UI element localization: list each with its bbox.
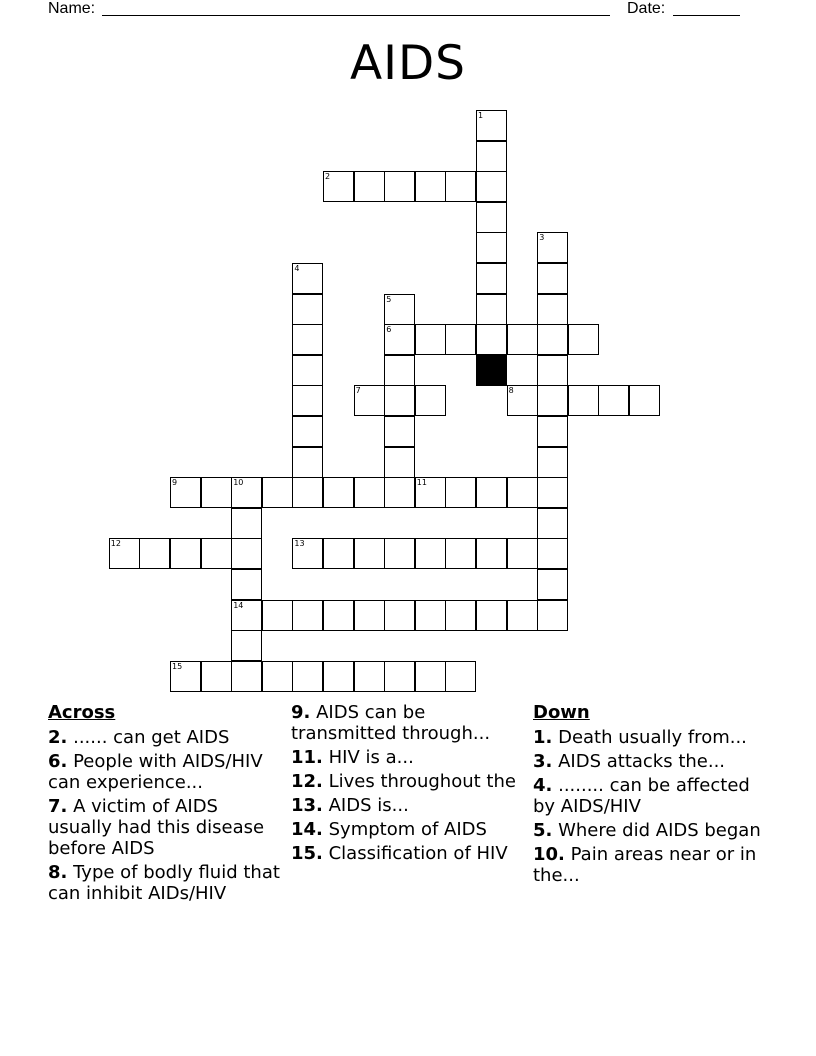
grid-cell[interactable] — [568, 324, 599, 355]
cell-number: 5 — [386, 294, 392, 304]
clue-number: 9. — [291, 702, 311, 723]
grid-cell[interactable] — [507, 600, 538, 631]
clues-across-continued-column — [291, 702, 521, 867]
grid-cell[interactable] — [292, 294, 323, 325]
clue — [291, 843, 521, 864]
grid-cell[interactable] — [476, 141, 507, 172]
down-clue-list — [533, 727, 768, 886]
clue-text: HIV is a... — [322, 747, 414, 768]
grid-cell[interactable] — [476, 538, 507, 569]
across-heading: Across — [48, 702, 116, 723]
grid-cell[interactable] — [415, 661, 446, 692]
grid-cell[interactable] — [231, 477, 262, 508]
cell-number: 14 — [233, 600, 244, 610]
grid-cell[interactable] — [384, 324, 415, 355]
grid-cell[interactable] — [507, 385, 538, 416]
grid-cell[interactable] — [231, 661, 262, 692]
clue-number: 11. — [291, 747, 323, 768]
grid-cell[interactable] — [537, 324, 568, 355]
cell-number: 12 — [110, 539, 121, 549]
grid-cell[interactable] — [537, 232, 568, 263]
clue — [48, 796, 283, 859]
grid-cell[interactable] — [476, 202, 507, 233]
grid-cell[interactable] — [323, 538, 354, 569]
grid-cell[interactable] — [476, 600, 507, 631]
grid-cell[interactable] — [170, 538, 201, 569]
grid-cell[interactable] — [292, 324, 323, 355]
clue-text: Where did AIDS began — [552, 820, 761, 841]
clue — [533, 775, 768, 817]
grid-cell[interactable] — [415, 477, 446, 508]
grid-cell[interactable] — [231, 600, 262, 631]
grid-cell[interactable] — [354, 661, 385, 692]
grid-cell[interactable] — [354, 538, 385, 569]
grid-cell[interactable] — [415, 385, 446, 416]
grid-cell[interactable] — [109, 538, 140, 569]
clue-number: 12. — [291, 771, 323, 792]
grid-cell[interactable] — [292, 416, 323, 447]
clue-text: A victim of AIDS usually had this disease before AIDS — [48, 796, 265, 859]
clue-number: 7. — [48, 796, 68, 817]
cell-number: 8 — [508, 386, 514, 396]
grid-cell[interactable] — [262, 477, 293, 508]
clue — [291, 771, 521, 792]
grid-cell[interactable] — [323, 661, 354, 692]
grid-cell[interactable] — [629, 385, 660, 416]
clue — [48, 751, 283, 793]
cell-number: 3 — [539, 233, 545, 243]
clue-text: Classification of HIV — [322, 843, 508, 864]
date-label: Date: — [627, 0, 666, 17]
cell-number: 15 — [172, 661, 183, 671]
grid-cell[interactable] — [445, 538, 476, 569]
clue — [291, 747, 521, 768]
down-heading: Down — [533, 702, 590, 723]
clues-across-column — [48, 702, 283, 907]
clue-number: 1. — [533, 727, 553, 748]
grid-cell[interactable] — [201, 538, 232, 569]
grid-cell[interactable] — [476, 110, 507, 141]
grid-cell[interactable] — [323, 477, 354, 508]
grid-cell[interactable] — [323, 600, 354, 631]
grid-cell[interactable] — [292, 355, 323, 386]
clue-text: AIDS can be transmitted through... — [291, 702, 491, 744]
clue-text: Symptom of AIDS — [322, 819, 487, 840]
grid-cell[interactable] — [323, 171, 354, 202]
clue-number: 5. — [533, 820, 553, 841]
grid-cell[interactable] — [384, 171, 415, 202]
grid-cell[interactable] — [231, 538, 262, 569]
name-label: Name: — [48, 0, 96, 17]
grid-cell[interactable] — [537, 263, 568, 294]
grid-cell[interactable] — [476, 324, 507, 355]
cell-number: 13 — [294, 539, 305, 549]
grid-cell[interactable] — [292, 385, 323, 416]
clue-number: 6. — [48, 751, 68, 772]
cell-number: 9 — [172, 478, 178, 488]
grid-cell[interactable] — [476, 171, 507, 202]
grid-cell[interactable] — [507, 477, 538, 508]
grid-cell[interactable] — [292, 263, 323, 294]
grid-cell[interactable] — [537, 600, 568, 631]
clue — [533, 820, 768, 841]
clue — [48, 862, 283, 904]
grid-cell[interactable] — [292, 447, 323, 478]
grid-cell[interactable] — [201, 661, 232, 692]
grid-cell[interactable] — [262, 600, 293, 631]
clue-text: Lives throughout the — [322, 771, 516, 792]
clue-number: 8. — [48, 862, 68, 883]
grid-cell[interactable] — [537, 508, 568, 539]
cell-number: 1 — [478, 111, 484, 120]
puzzle-title: AIDS — [349, 36, 467, 91]
cell-number: 4 — [294, 264, 300, 273]
clue-number: 3. — [533, 751, 553, 772]
clue-text: People with AIDS/HIV can experience... — [48, 751, 263, 793]
clue-text: Type of bodly fluid that can inhibit AIDs/HIV — [48, 862, 280, 904]
clue — [291, 702, 521, 744]
grid-cell[interactable] — [445, 477, 476, 508]
grid-cell[interactable] — [415, 538, 446, 569]
clue-text: AIDS attacks the... — [552, 751, 726, 772]
grid-cell[interactable] — [139, 538, 170, 569]
grid-cell[interactable] — [384, 661, 415, 692]
grid-cell[interactable] — [384, 477, 415, 508]
grid-cell[interactable] — [476, 294, 507, 325]
grid-cell[interactable] — [537, 294, 568, 325]
grid-cell[interactable] — [476, 232, 507, 263]
grid-cell[interactable] — [415, 171, 446, 202]
grid-cell[interactable] — [231, 630, 262, 661]
clue — [533, 751, 768, 772]
clue-number: 2. — [48, 727, 68, 748]
grid-cell[interactable] — [384, 416, 415, 447]
grid-cell[interactable] — [507, 324, 538, 355]
cell-number: 2 — [325, 172, 331, 182]
grid-cell[interactable] — [384, 538, 415, 569]
clues-down-column — [533, 702, 768, 889]
grid-cell[interactable] — [415, 324, 446, 355]
grid-cell[interactable] — [292, 538, 323, 569]
grid-cell[interactable] — [384, 355, 415, 386]
grid-cell[interactable] — [537, 416, 568, 447]
grid-cell[interactable] — [537, 385, 568, 416]
grid-cell[interactable] — [170, 661, 201, 692]
grid-cell[interactable] — [354, 171, 385, 202]
cell-number: 6 — [386, 325, 392, 335]
grid-cell[interactable] — [537, 477, 568, 508]
grid-cell[interactable] — [292, 661, 323, 692]
grid-cell[interactable] — [445, 324, 476, 355]
grid-cell[interactable] — [507, 538, 538, 569]
grid-cell[interactable] — [537, 569, 568, 600]
clue-number: 13. — [291, 795, 323, 816]
grid-block — [476, 355, 507, 386]
clue-number: 10. — [533, 844, 565, 865]
grid-cell[interactable] — [262, 661, 293, 692]
grid-cell[interactable] — [292, 600, 323, 631]
clue — [291, 795, 521, 816]
grid-cell[interactable] — [354, 600, 385, 631]
grid-cell[interactable] — [231, 508, 262, 539]
clue — [533, 727, 768, 748]
grid-cell[interactable] — [445, 661, 476, 692]
clue-number: 14. — [291, 819, 323, 840]
grid-cell[interactable] — [445, 171, 476, 202]
cell-number: 11 — [416, 478, 427, 488]
grid-cell[interactable] — [415, 600, 446, 631]
grid-cell[interactable] — [537, 355, 568, 386]
grid-cell[interactable] — [384, 294, 415, 325]
clue-text: ...... can get AIDS — [67, 727, 230, 748]
clue-number: 15. — [291, 843, 323, 864]
cell-number: 10 — [233, 478, 244, 488]
clue — [291, 819, 521, 840]
grid-cell[interactable] — [568, 385, 599, 416]
grid-cell[interactable] — [201, 477, 232, 508]
grid-cell[interactable] — [231, 569, 262, 600]
clue-text: Pain areas near or in the... — [533, 844, 757, 886]
grid-cell[interactable] — [445, 600, 476, 631]
grid-cell[interactable] — [598, 385, 629, 416]
grid-cell[interactable] — [354, 385, 385, 416]
grid-cell[interactable] — [384, 600, 415, 631]
clue — [48, 727, 283, 748]
cell-number: 7 — [355, 386, 361, 396]
across-clue-list-continued — [291, 702, 521, 864]
clue-text: AIDS is... — [322, 795, 409, 816]
grid-cell[interactable] — [537, 538, 568, 569]
grid-cell[interactable] — [384, 447, 415, 478]
grid-cell[interactable] — [170, 477, 201, 508]
grid-cell[interactable] — [292, 477, 323, 508]
across-clue-list — [48, 727, 283, 904]
clue-number: 4. — [533, 775, 553, 796]
clue-text: Death usually from... — [552, 727, 747, 748]
grid-cell[interactable] — [537, 447, 568, 478]
clue-text: ........ can be affected by AIDS/HIV — [533, 775, 750, 817]
grid-cell[interactable] — [354, 477, 385, 508]
clue — [533, 844, 768, 886]
grid-cell[interactable] — [384, 385, 415, 416]
grid-cell[interactable] — [476, 477, 507, 508]
grid-cell[interactable] — [476, 263, 507, 294]
